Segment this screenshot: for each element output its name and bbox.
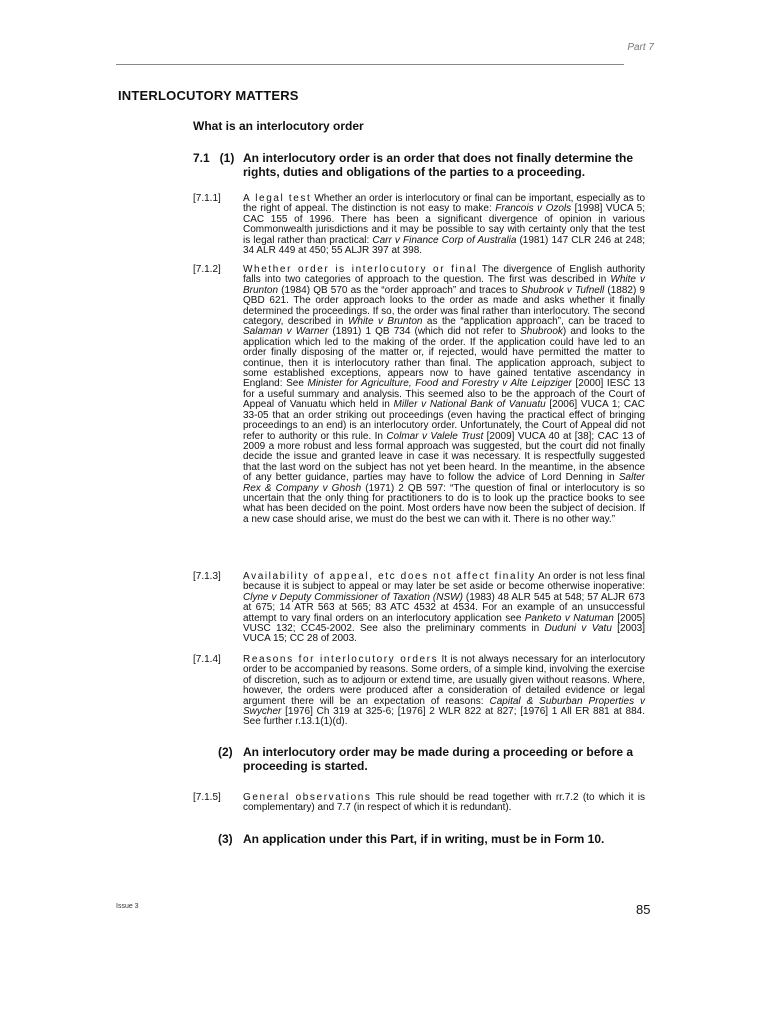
rule-number: 7.1 (1) (193, 151, 235, 165)
commentary-text (243, 265, 645, 525)
commentary-text (243, 194, 645, 256)
commentary-number: [7.1.2] (193, 264, 221, 275)
text-run: (1981) 147 CLR 246 at 248; 34 ALR 449 at 450; 55 ALJR 397 at 398. (243, 234, 645, 257)
commentary-heading: A legal test (243, 193, 312, 204)
commentary-7-1-2 (193, 265, 645, 525)
text-run: [1976] Ch 319 at 325-6; [1976] 2 WLR 822 at 827; [1976] 1 All ER 881 at 884. See further r.13.1(1)(d). (243, 706, 645, 728)
text-run: [2000] IESC 13 for a useful summary and analysis. This seemed also to be the approach of the Court of Appeal of Vanuatu which held in (243, 378, 645, 411)
text-run: [1998] VUCA 5; CAC 155 of 1996. There has been a significant divergence of opinion in various Commonwealth jurisdictions and it may be possible to say with certainty only that the test is legal rather than practical: (243, 203, 645, 246)
case-citation: Colmar v Valele Trust (386, 430, 484, 442)
rule-7-1-1 (193, 151, 645, 179)
page-number: 85 (636, 902, 651, 917)
case-citation: Miller v National Bank of Vanuatu (393, 399, 546, 411)
rule-text: An interlocutory order may be made during a proceeding or before a proceeding is started. (243, 745, 634, 773)
commentary-7-1-5 (193, 793, 645, 814)
commentary-text (243, 793, 645, 814)
text-run: (1983) 48 ALR 545 at 548; 57 ALJR 673 at 675; 14 ATR 563 at 565; 83 ATC 4532 at 4534. For an example of an unsuccessful attempt to vary final orders on an interlocutory application see (243, 591, 645, 624)
section-subtitle: What is an interlocutory order (193, 119, 364, 133)
text-run: (1891) 1 QB 734 (which did not refer to (328, 326, 521, 338)
commentary-number: [7.1.3] (193, 571, 221, 582)
case-citation: Salaman v Warner (243, 326, 329, 338)
case-citation: Minister for Agriculture, Food and Forestry v Alte Leipziger (307, 378, 572, 390)
commentary-7-1-4 (193, 655, 645, 728)
case-citation: Duduni v Vatu (544, 623, 612, 635)
case-citation: White v Brunton (347, 316, 423, 328)
header-rule (116, 64, 624, 65)
rule-text: An interlocutory order is an order that does not finally determine the rights, duties and obligations of the parties to a proceeding. (243, 151, 634, 179)
text-run: (1971) 2 QB 597: “The question of final or interlocutory is so uncertain that the only thing for practitioners to do is to look up the practice books to see what has been decided on the point. Most orders have now been the subject of decision. If a new case should arise, we must do the best we can with it. There is no other way.” (243, 482, 645, 525)
case-citation: Panketo v Natuman (524, 612, 614, 624)
commentary-7-1-3 (193, 572, 645, 645)
commentary-heading: Whether order is interlocutory or final (243, 264, 478, 275)
rule-7-1-2 (218, 745, 645, 773)
commentary-number: [7.1.1] (193, 193, 221, 204)
text-run: This rule should be read together with rr.7.2 (to which it is complementary) and 7.7 (in respect of which it is redundant). (243, 792, 645, 814)
rule-text: An application under this Part, if in writing, must be in Form 10. (243, 832, 605, 846)
text-run: It is not always necessary for an interlocutory order to be accompanied by reasons. Some orders, of a simple kind, involving the exercise of discretion, such as to adjourn or extend time, are usually given without reasons. Where, however, the orders were produced after a consideration of detailed evidence or legal argument there will be an expectation of reasons: (243, 654, 645, 707)
case-citation: Salter Rex & Company v Ghosh (243, 472, 645, 494)
commentary-text (243, 572, 645, 645)
text-run: [2003] VUCA 15; CC 28 of 2003. (243, 623, 645, 645)
case-citation: Clyne v Deputy Commissioner of Taxation (NSW) (243, 591, 463, 603)
rule-number: (3) (218, 832, 233, 846)
running-header: Part 7 (627, 42, 654, 53)
commentary-heading: General observations (243, 792, 372, 803)
text-run: (1882) 9 QBD 621. The order approach looks to the order as made and asks whether it finally determined the proceedings. If so, the order was final rather than interlocutory. The second category, described in (243, 284, 645, 328)
case-citation: Carr v Finance Corp of Australia (372, 234, 517, 246)
commentary-7-1-1 (193, 194, 645, 256)
issue-label: Issue 3 (116, 903, 139, 910)
commentary-heading: Reasons for interlocutory orders (243, 654, 439, 665)
case-citation: Capital & Suburban Properties v Swycher (243, 695, 646, 718)
case-citation: Francois v Ozols (495, 203, 572, 215)
text-run: as the “application approach”, can be traced to (422, 316, 645, 328)
text-run: [2009] VUCA 40 at [38]; CAC 13 of 2009 a more robust and less formal approach was suggested, but the court did not finally decide the issue and granted leave in case it was necessary. It is respectfully suggested that the last word on the subject has not yet been heard. In the meantime, in the absence of any better guidance, parties may have to follow the advice of Lord Denning in (243, 430, 645, 484)
case-citation: Shubrook (520, 326, 563, 338)
text-run: The divergence of English authority falls into two categories of approach to the question. The first was described in (243, 264, 645, 286)
text-run: ) and looks to the application which led to the making of the order. If the application could have led to an order finally disposing of the matter or, if rejected, would have permitted the matter to continue, then it is interlocutory rather than final. The application approach, subject to some established exceptions, appears now to have gained tentative ascendancy in England: See (243, 326, 645, 390)
commentary-heading: Availability of appeal, etc does not affect finality (243, 571, 536, 582)
text-run: [2005] VUSC 132; CC45-2002. See also the preliminary comments in (243, 612, 645, 635)
commentary-number: [7.1.5] (193, 792, 221, 803)
text-run: (1984) QB 570 as the “order approach” and traces to (278, 284, 521, 296)
case-citation: White v Brunton (243, 274, 646, 296)
text-run: An order is not less final because it is subject to appeal or may later be set aside or become otherwise inoperative: (243, 571, 645, 593)
rule-number: (2) (218, 745, 233, 759)
case-citation: Shubrook v Tufnell (520, 284, 605, 296)
text-run: Whether an order is interlocutory or final can be important, especially as to the right of appeal. The distinction is not easy to make: (243, 193, 646, 215)
commentary-text (243, 655, 645, 728)
rule-7-1-3 (218, 832, 645, 846)
part-title: INTERLOCUTORY MATTERS (118, 88, 299, 103)
text-run: [2006] VUCA 1; CAC 33-05 that an order striking out proceedings (even having the practical effect of bringing proceedings to an end) is an interlocutory order. Unfortunately, the Court of Appeal did not refer to authority or this rule. In (243, 399, 645, 442)
commentary-number: [7.1.4] (193, 654, 221, 665)
